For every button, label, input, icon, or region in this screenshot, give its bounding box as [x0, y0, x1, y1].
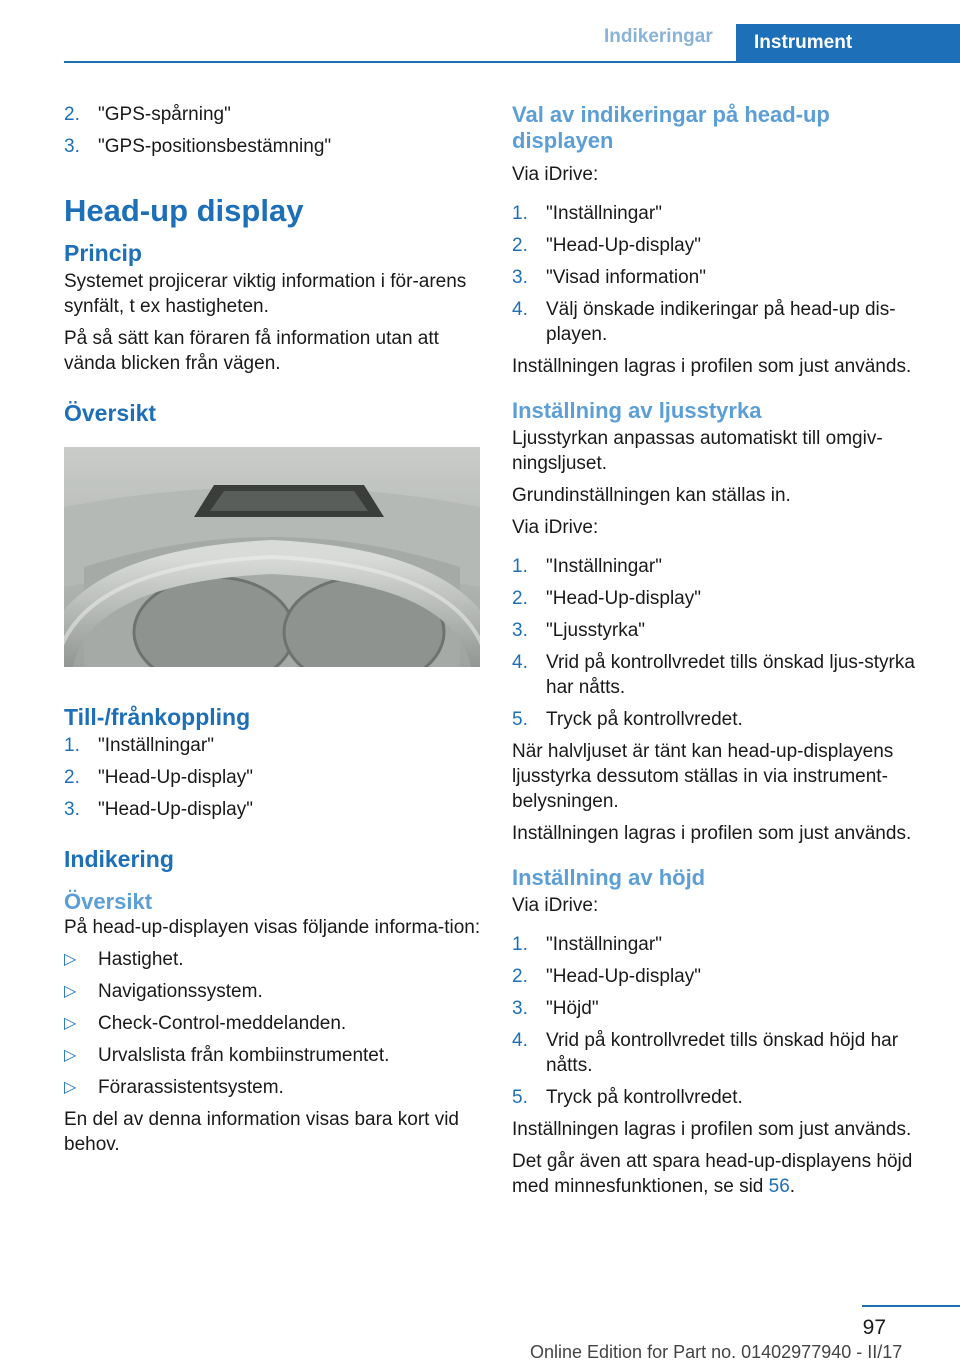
list-item: 3. "Visad information"	[512, 267, 706, 288]
indikering-intro: På head-up-displayen visas följande informa‐tion:	[64, 917, 481, 938]
triangle-bullet-icon: ▷	[64, 1015, 77, 1032]
bullet-item: ▷ Hastighet.	[64, 949, 184, 970]
triangle-bullet-icon: ▷	[64, 983, 77, 1000]
list-item: 1. "Inställningar"	[512, 203, 662, 224]
list-item: 4. Vrid på kontrollvredet tills önskad ljus‐styrka har nåtts.	[512, 652, 915, 698]
princip-paragraph-2: På så sätt kan föraren få information utan att vända blicken från vägen.	[64, 328, 439, 374]
oversikt2-heading: Översikt	[64, 889, 153, 914]
right-column	[512, 102, 932, 1206]
list-item: 1. "Inställningar"	[512, 556, 662, 577]
header-rule	[64, 61, 960, 63]
tab-indikeringar[interactable]: Indikeringar	[604, 26, 713, 47]
bullet-item: ▷ Urvalslista från kombiinstrumentet.	[64, 1045, 390, 1066]
via-idrive-2: Via iDrive:	[512, 517, 599, 538]
till-heading: Till-/frånkoppling	[64, 704, 251, 730]
ljus-paragraph-1: Ljusstyrkan anpassas automatiskt till omgiv‐ningsljuset.	[512, 428, 883, 474]
list-item: 2. "Head-Up-display"	[512, 235, 701, 256]
list-item: 3. "Ljusstyrka"	[512, 620, 646, 641]
footer-rule	[862, 1305, 960, 1307]
list-item: 1. "Inställningar"	[64, 735, 214, 756]
princip-heading: Princip	[64, 240, 142, 266]
list-item: 3. "Höjd"	[512, 998, 599, 1019]
page-number: 97	[862, 1316, 886, 1339]
list-item: 2. "Head-Up-display"	[512, 588, 701, 609]
list-item: 2. "GPS-spårning"	[64, 104, 231, 125]
hojd-after: Inställningen lagras i profilen som just används.	[512, 1119, 912, 1140]
bullet-item: ▷ Förarassistentsystem.	[64, 1077, 284, 1098]
bullet-item: ▷ Navigationssystem.	[64, 981, 263, 1002]
ljus-heading: Inställning av ljusstyrka	[512, 398, 762, 423]
hojd-heading: Inställning av höjd	[512, 865, 706, 890]
list-item: 4. Välj önskade indikeringar på head-up dis‐playen.	[512, 299, 896, 345]
list-item: 3. "Head-Up-display"	[64, 799, 253, 820]
ljus-after-1: När halvljuset är tänt kan head-up-displayens ljusstyrka dessutom ställas in via instrument‐belysningen.	[512, 741, 894, 812]
ljus-paragraph-2: Grundinställningen kan ställas in.	[512, 485, 791, 506]
list-item: 1. "Inställningar"	[512, 934, 662, 955]
oversikt-heading: Översikt	[64, 400, 157, 426]
memory-paragraph: Det går även att spara head-up-displayens höjd med minnesfunktionen, se sid 56.	[512, 1151, 913, 1197]
triangle-bullet-icon: ▷	[64, 951, 77, 968]
triangle-bullet-icon: ▷	[64, 1079, 77, 1096]
triangle-bullet-icon: ▷	[64, 1047, 77, 1064]
edition-footer: Online Edition for Part no. 01402977940 - II/17	[530, 1342, 903, 1362]
via-idrive-3: Via iDrive:	[512, 895, 599, 916]
page-link[interactable]: 56	[768, 1176, 790, 1197]
list-item: 2. "Head-Up-display"	[64, 767, 253, 788]
list-item: 2. "Head-Up-display"	[512, 966, 701, 987]
left-column	[64, 102, 482, 1164]
page-title: Head-up display	[64, 193, 304, 228]
list-item: 5. Tryck på kontrollvredet.	[512, 709, 743, 730]
list-item: 5. Tryck på kontrollvredet.	[512, 1087, 743, 1108]
indikering-heading: Indikering	[64, 846, 174, 872]
val-heading: Val av indikeringar på head-up displayen	[512, 102, 830, 153]
list-item: 3. "GPS-positionsbestämning"	[64, 136, 332, 157]
tab-instrument[interactable]: Instrument	[736, 24, 960, 61]
via-idrive-1: Via iDrive:	[512, 164, 599, 185]
dashboard-illustration	[64, 447, 480, 667]
ljus-after-2: Inställningen lagras i profilen som just används.	[512, 823, 912, 844]
indikering-outro: En del av denna information visas bara kort vid behov.	[64, 1109, 459, 1155]
list-item: 4. Vrid på kontrollvredet tills önskad höjd har nåtts.	[512, 1030, 899, 1076]
val-after: Inställningen lagras i profilen som just används.	[512, 356, 912, 377]
princip-paragraph-1: Systemet projicerar viktig information i för‐arens synfält, t ex hastigheten.	[64, 271, 467, 317]
bullet-item: ▷ Check-Control-meddelanden.	[64, 1013, 347, 1034]
